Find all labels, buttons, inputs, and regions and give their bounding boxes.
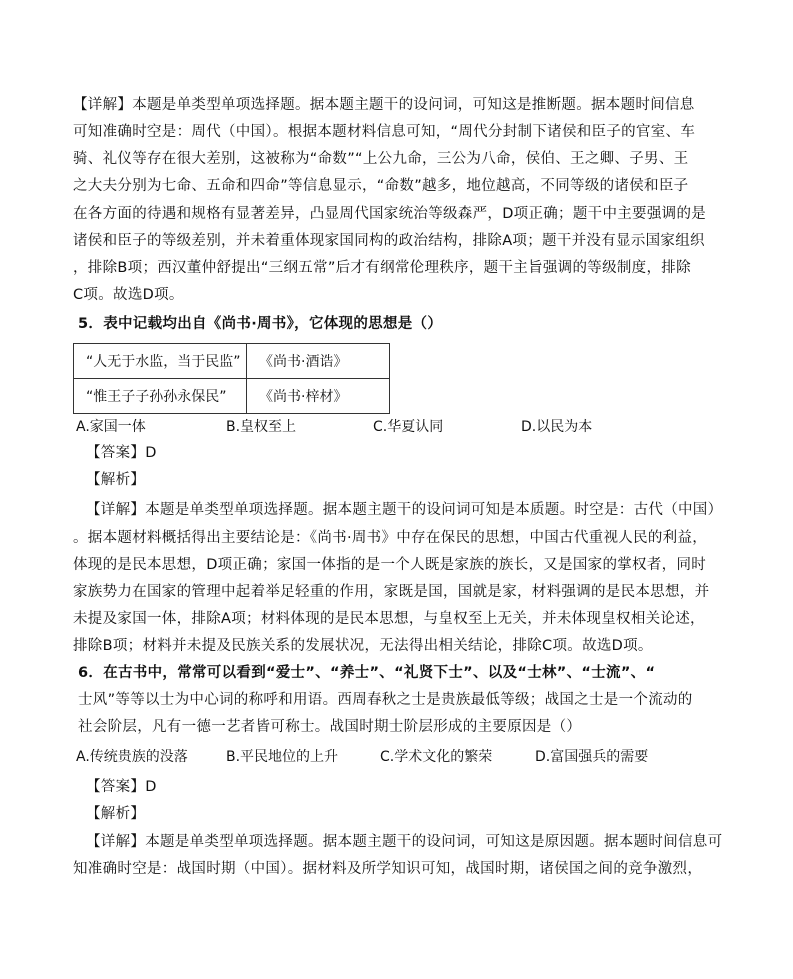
text-line: ，排除B项；西汉董仲舒提出“三纲五常”后才有纲常伦理秩序，题干主旨强调的等级制度，排除 <box>73 260 691 276</box>
table-row <box>74 379 390 414</box>
text-line: 未提及家国一体，排除A项；材料体现的是民本思想，与皇权至上无关，并未体现皇权相关论述， <box>73 611 705 627</box>
text-line: 士风”等等以士为中心词的称呼和用语。西周春秋之士是贵族最低等级；战国之士是一个流动的 <box>78 692 693 708</box>
text-line: 知准确时空是：战国时期（中国）。据材料及所学知识可知，战国时期，诸侯国之间的竞争激烈， <box>73 861 703 877</box>
table-row <box>74 344 390 379</box>
text-line: 【详解】本题是单类型单项选择题。据本题主题干的设问词，可知这是推断题。据本题时间信息 <box>73 97 695 113</box>
text-line: 可知准确时空是：周代（中国）。根据本题材料信息可知，“周代分封制下诸侯和臣子的官室、车 <box>73 124 696 140</box>
text-line: 在各方面的待遇和规格有显著差异，凸显周代国家统治等级森严，D项正确；题干中主要强调的是 <box>73 206 707 222</box>
option-a: A.传统贵族的没落 <box>76 749 188 765</box>
analysis-label: 【解析】 <box>86 806 146 822</box>
option-d: D.以民为本 <box>521 419 593 435</box>
text-line: 排除B项；材料并未提及民族关系的发展状况，无法得出相关结论，排除C项。故选D项。 <box>73 638 653 654</box>
text-line: 【详解】本题是单类型单项选择题。据本题主题干的设问词，可知这是原因题。据本题时间信息可 <box>86 834 723 850</box>
analysis-label: 【解析】 <box>86 472 146 488</box>
text-line: 。据本题材料概括得出主要结论是：《尚书·周书》中存在保民的思想，中国古代重视人民的利益， <box>73 530 708 546</box>
text-line: 家族势力在国家的管理中起着举足轻重的作用，家既是国，国就是家，材料强调的是民本思想，并 <box>73 584 710 600</box>
text-line: C项。故选D项。 <box>73 287 184 303</box>
option-b: B.皇权至上 <box>226 419 297 435</box>
table-cell: 《尚书·酒诰》 <box>247 344 390 379</box>
table-cell: “惟王子子孙孙永保民” <box>74 379 247 414</box>
table-cell: 《尚书·梓材》 <box>247 379 390 414</box>
option-a: A.家国一体 <box>76 419 146 435</box>
text-line: 之大夫分别为七命、五命和四命”等信息显示，“命数”越多，地位越高，不同等级的诸侯和臣子 <box>73 178 689 194</box>
text-line: 骑、礼仪等存在很大差别，这被称为“命数”“上公九命，三公为八命，侯伯、王之卿、子男、王 <box>73 151 689 167</box>
text-line: 【详解】本题是单类型单项选择题。据本题主题干的设问词可知是本质题。时空是：古代（中国） <box>86 502 723 518</box>
option-c: C.华夏认同 <box>373 419 444 435</box>
answer-label: 【答案】D <box>86 445 157 461</box>
text-line: 诸侯和臣子的等级差别，并未着重体现家国同构的政治结构，排除A项；题干并没有显示国家组织 <box>73 233 705 249</box>
text-line: 6．在古书中，常常可以看到“爱士”、“养士”、“礼贤下士”、以及“士林”、“士流”、“ <box>78 665 656 681</box>
question-5-stem: 5．表中记载均出自《尚书·周书》，它体现的思想是（） <box>78 316 443 332</box>
answer-label: 【答案】D <box>86 779 157 795</box>
option-d: D.富国强兵的需要 <box>535 749 649 765</box>
option-b: B.平民地位的上升 <box>226 749 339 765</box>
text-line: 社会阶层，凡有一德一艺者皆可称士。战国时期士阶层形成的主要原因是（） <box>78 719 582 735</box>
table-cell: “人无于水监，当于民监” <box>74 344 247 379</box>
text-line: 体现的是民本思想，D项正确；家国一体指的是一个人既是家族的族长，又是国家的掌权者，同时 <box>73 557 707 573</box>
source-table <box>73 343 390 414</box>
option-c: C.学术文化的繁荣 <box>380 749 493 765</box>
